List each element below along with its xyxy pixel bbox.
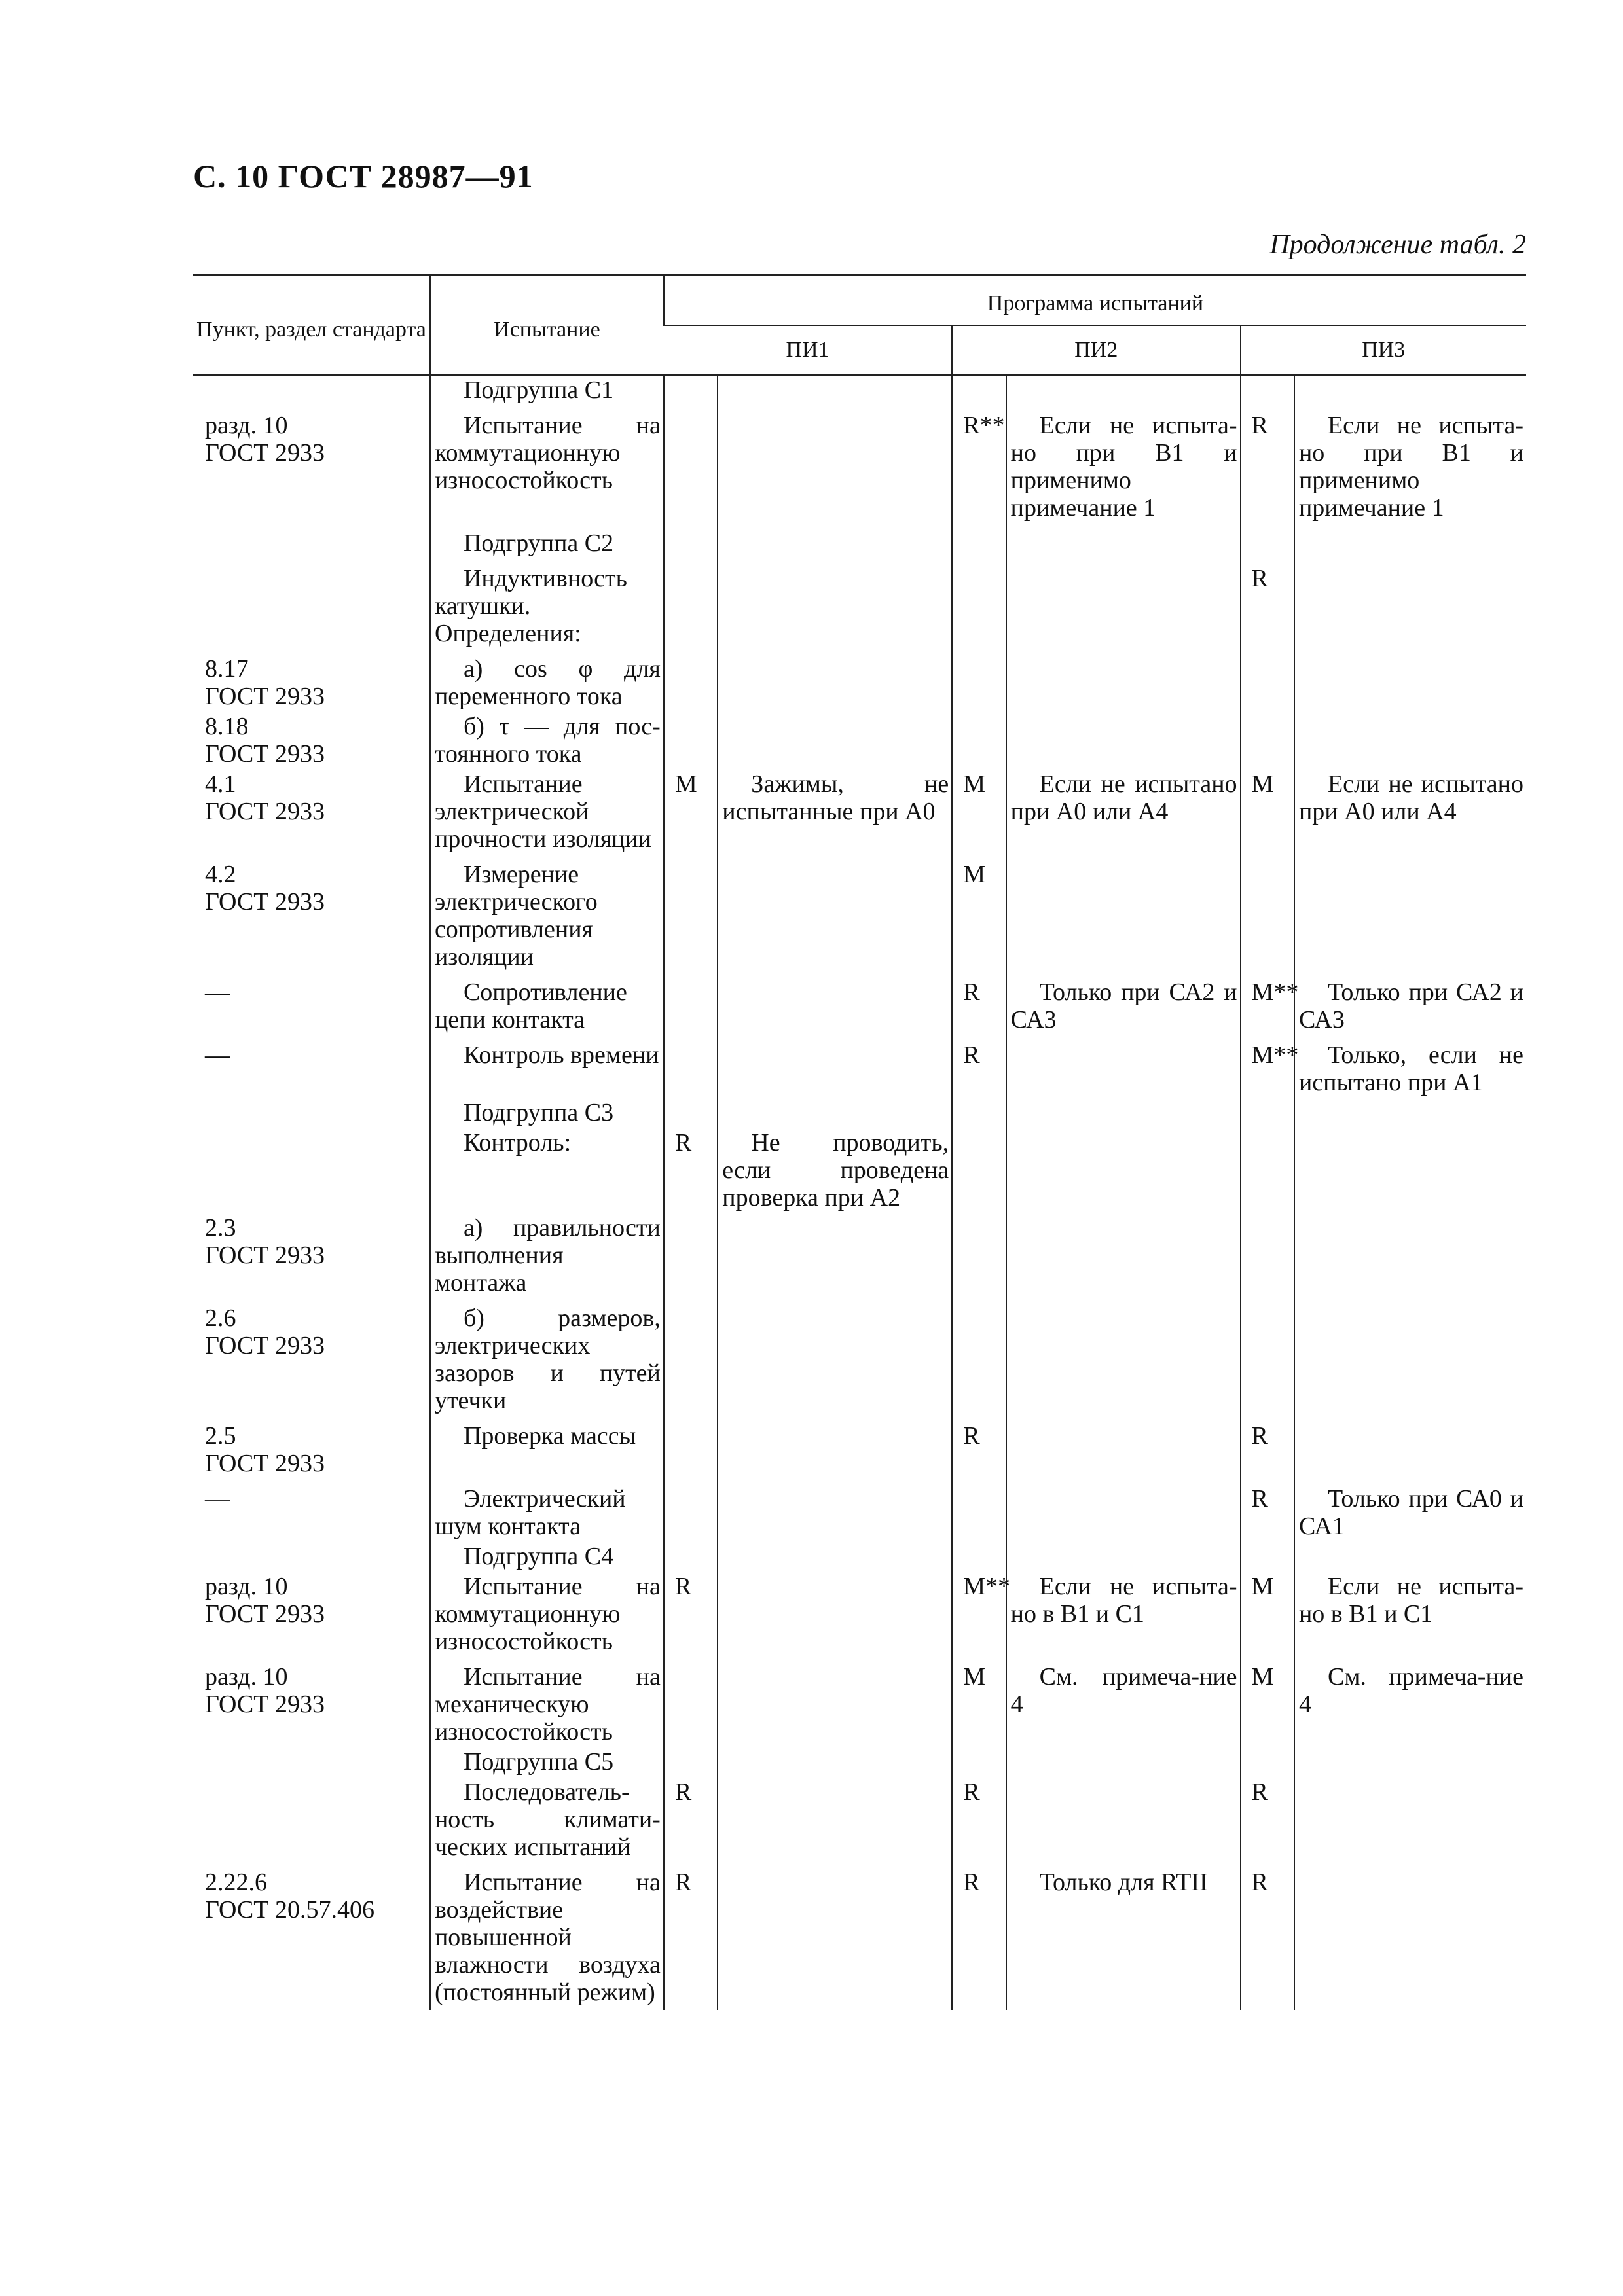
cell-test-name-text: Проверка массы [463,1422,636,1450]
cell-pi1-mark [664,647,718,710]
cell-pi2-note [1006,1414,1241,1477]
cell-pi1-mark [664,1126,718,1211]
cell-pi3-note [1294,404,1526,522]
cell-pi3-mark-text: R [1251,1778,1268,1806]
cell-pi3-note-text: Только, если не испытано при А1 [1298,1041,1523,1096]
table-row [193,1297,1526,1414]
cell-pi1-mark [664,404,718,522]
cell-test-name-text: б) τ — для пос-тоянного тока [434,713,661,768]
cell-pi1-note [718,557,952,647]
cell-test-name [430,853,664,971]
cell-pi1-note [718,1096,952,1126]
cell-pi1-mark [664,376,718,404]
cell-pi1-mark [664,1570,718,1655]
cell-pi1-mark [664,1414,718,1477]
table-row [193,1570,1526,1655]
cell-pi1-note [718,1297,952,1414]
cell-pi1-mark [664,1096,718,1126]
cell-pi3-note [1294,1297,1526,1414]
cell-pi3-mark [1241,1096,1294,1126]
cell-standard-clause-text: 2.22.6 ГОСТ 20.57.406 [205,1869,374,1924]
cell-pi2-mark [952,971,1006,1033]
cell-test-name-text: Измерение электрического сопротивления изоляции [434,861,598,971]
table-row [193,1211,1526,1297]
cell-pi1-note [718,1414,952,1477]
cell-standard-clause [193,1477,430,1540]
cell-pi3-mark [1241,1033,1299,1096]
cell-pi2-note [1006,971,1241,1033]
cell-standard-clause [193,1414,430,1477]
cell-pi1-mark [664,1776,718,1861]
cell-pi2-mark [952,1746,1006,1776]
table-row [193,557,1526,647]
cell-test-name-text: Подгруппа С1 [463,376,614,404]
cell-pi2-mark [952,404,1006,522]
cell-standard-clause [193,522,430,557]
cell-pi2-mark [952,1126,1006,1211]
cell-pi1-mark-text: R [674,1869,692,1896]
cell-pi1-mark [664,1746,718,1776]
cell-test-name [430,1570,664,1655]
cell-test-name [430,404,664,522]
cell-pi2-note [1006,1297,1241,1414]
cell-pi1-mark [664,710,718,768]
cell-pi2-mark-text: R [963,1422,980,1450]
cell-standard-clause [193,1861,430,2006]
cell-standard-clause [193,768,430,853]
cell-standard-clause [193,1570,430,1655]
cell-pi2-note [1006,1211,1241,1297]
cell-test-name-text: Подгруппа С3 [463,1099,614,1126]
cell-pi3-mark [1241,647,1294,710]
cell-standard-clause-text: разд. 10 ГОСТ 2933 [205,1573,325,1628]
cell-pi2-mark [952,710,1006,768]
cell-standard-clause [193,1033,430,1096]
cell-standard-clause [193,1655,430,1746]
table-row [193,404,1526,522]
cell-pi2-note-text: Только при СА2 и СА3 [1010,978,1237,1033]
cell-pi3-mark [1241,1776,1294,1861]
cell-pi3-mark [1241,1540,1294,1570]
cell-standard-clause-text: 4.2 ГОСТ 2933 [205,861,325,916]
page-title: С. 10 ГОСТ 28987—91 [193,158,534,194]
cell-pi3-mark-text: R [1251,565,1268,592]
cell-pi1-mark [664,768,718,853]
cell-pi3-note [1294,1033,1526,1096]
cell-test-name [430,1096,664,1126]
cell-pi1-note-text: Не проводить, если проведена проверка при А2 [722,1129,949,1211]
cell-pi3-note [1294,1776,1526,1861]
cell-pi1-mark [664,522,718,557]
cell-pi1-note [718,768,952,853]
cell-standard-clause [193,557,430,647]
cell-pi3-mark [1241,1414,1294,1477]
cell-pi1-note [718,1033,952,1096]
table-row [193,1861,1526,2006]
cell-pi3-note [1294,1211,1526,1297]
cell-test-name-text: Испытание на коммутационную износостойкость [434,412,661,494]
cell-pi3-mark-text: R [1251,412,1268,439]
cell-pi3-mark-text: М [1251,1573,1274,1600]
cell-standard-clause [193,853,430,971]
cell-test-name [430,1126,664,1211]
cell-pi2-note [1006,522,1241,557]
table-row [193,1655,1526,1746]
cell-test-name [430,1033,664,1096]
cell-pi2-mark-text: R [963,1041,980,1069]
cell-test-name-text: б) размеров, электрических зазоров и путей утечки [434,1304,661,1414]
cell-pi3-note [1294,1861,1526,2006]
cell-test-name-text: а) cos φ для переменного тока [434,655,661,710]
cell-pi2-mark [952,1211,1006,1297]
cell-pi3-mark [1241,1126,1294,1211]
cell-test-name [430,1861,664,2006]
table-body [193,376,1526,2011]
cell-pi1-mark-text: R [674,1129,692,1157]
cell-pi1-mark [664,1211,718,1297]
table-row [193,1540,1526,1570]
cell-test-name [430,1540,664,1570]
cell-pi2-note [1006,1746,1241,1776]
cell-test-name-text: Подгруппа С2 [463,529,614,557]
table-row [193,1776,1526,1861]
cell-pi3-mark [1241,1297,1294,1414]
cell-pi3-note-text: Если не испытано при А0 или А4 [1298,770,1523,825]
spacer-cell [952,2006,1006,2010]
cell-test-name [430,1655,664,1746]
cell-standard-clause-text: 8.18 ГОСТ 2933 [205,713,325,768]
cell-pi1-mark [664,853,718,971]
cell-pi2-note [1006,1861,1241,2006]
cell-standard-clause [193,1746,430,1776]
cell-pi2-mark [952,1776,1006,1861]
cell-standard-clause [193,647,430,710]
cell-pi1-mark [664,1297,718,1414]
cell-pi2-mark [952,1655,1006,1746]
cell-test-name [430,1776,664,1861]
cell-pi2-note [1006,710,1241,768]
cell-pi3-note [1294,376,1526,404]
cell-pi1-note [718,1126,952,1211]
cell-standard-clause [193,1211,430,1297]
cell-test-name [430,522,664,557]
cell-pi1-mark-text: М [674,770,697,798]
cell-pi2-mark-text: R [963,978,980,1006]
cell-test-name [430,710,664,768]
cell-pi1-note [718,647,952,710]
cell-test-name [430,557,664,647]
cell-test-name-text: Испытание электрической прочности изоляции [434,770,652,853]
cell-pi3-note-text: Только при СА2 и СА3 [1298,978,1523,1033]
cell-pi3-note-text: См. примеча-ние 4 [1298,1663,1523,1718]
cell-standard-clause-text: разд. 10 ГОСТ 2933 [205,412,325,467]
spacer-cell [664,2006,718,2010]
cell-pi1-mark-text: R [674,1573,692,1600]
cell-test-name-text: а) правильности выполнения монтажа [434,1214,661,1297]
cell-pi2-mark-text: М [963,770,985,798]
cell-pi2-mark-text: М** [963,1573,1010,1600]
spacer-cell [1241,2006,1294,2010]
cell-pi3-mark [1241,1211,1294,1297]
cell-pi1-note [718,1655,952,1746]
cell-pi2-note [1006,557,1241,647]
cell-pi2-mark [952,1861,1006,2006]
cell-pi2-note [1006,404,1241,522]
cell-pi2-mark [952,853,1006,971]
cell-test-name-text: Испытание на воздействие повышенной влажности воздуха (постоянный режим) [434,1869,661,2006]
cell-pi3-mark [1241,853,1294,971]
cell-standard-clause-text: — [205,1041,230,1069]
cell-test-name-text: Испытание на механическую износостойкость [434,1663,661,1746]
cell-pi2-note-text: Если не испыта-но в В1 и С1 [1010,1573,1237,1628]
cell-pi1-mark [664,1655,718,1746]
cell-pi1-mark [664,1033,718,1096]
cell-pi2-mark [952,522,1006,557]
spacer-cell [430,2006,664,2010]
cell-pi3-note [1294,1540,1526,1570]
cell-pi3-note [1294,1126,1526,1211]
cell-pi2-note [1006,1126,1241,1211]
spacer-cell [193,2006,430,2010]
cell-pi1-note [718,376,952,404]
table-row [193,376,1526,404]
cell-pi3-note [1294,557,1526,647]
table-row [193,971,1526,1033]
cell-pi3-mark-text: М [1251,770,1274,798]
cell-standard-clause [193,1776,430,1861]
table-row [193,768,1526,853]
cell-pi1-note [718,710,952,768]
cell-pi1-note [718,1477,952,1540]
cell-pi1-note [718,1746,952,1776]
cell-test-name-text: Контроль времени [463,1041,659,1069]
table-row [193,1477,1526,1540]
cell-test-name [430,1477,664,1540]
cell-test-name-text: Сопротивление цепи контакта [434,978,627,1033]
table-bottom-spacer [193,2006,1526,2010]
cell-pi3-mark [1241,768,1294,853]
cell-pi2-note [1006,768,1241,853]
test-program-table [193,274,1526,2010]
cell-pi3-mark-text: R [1251,1485,1268,1513]
header-test-program: Программа испытаний [664,275,1526,326]
cell-pi2-note [1006,1477,1241,1540]
cell-test-name-text: Индуктивность катушки. Определения: [434,565,627,647]
cell-standard-clause-text: 4.1 ГОСТ 2933 [205,770,325,825]
cell-pi2-note-text: См. примеча-ние 4 [1010,1663,1237,1718]
header-pi1: ПИ1 [664,325,952,376]
cell-pi3-mark [1241,1655,1294,1746]
cell-pi2-note [1006,1655,1241,1746]
cell-pi3-mark-text: М** [1251,978,1299,1006]
cell-pi2-mark-text: М [963,861,985,888]
cell-test-name-text: Подгруппа С4 [463,1543,614,1570]
cell-standard-clause-text: разд. 10 ГОСТ 2933 [205,1663,325,1718]
cell-pi2-mark [952,1540,1006,1570]
spacer-cell [1006,2006,1241,2010]
cell-pi1-mark [664,1861,718,2006]
cell-pi3-note [1294,647,1526,710]
cell-pi2-note [1006,1540,1241,1570]
cell-pi3-note [1294,1655,1526,1746]
cell-pi1-note [718,853,952,971]
cell-pi3-mark [1241,1861,1294,2006]
cell-pi3-note [1294,1746,1526,1776]
table-row [193,1096,1526,1126]
cell-pi3-mark [1241,971,1299,1033]
table-row [193,853,1526,971]
table-row [193,647,1526,710]
table-row [193,1126,1526,1211]
cell-pi3-mark [1241,1746,1294,1776]
cell-test-name [430,647,664,710]
table-continuation-label: Продолжение табл. 2 [1269,230,1526,260]
cell-test-name [430,376,664,404]
cell-pi2-note [1006,853,1241,971]
cell-pi2-mark [952,768,1006,853]
cell-pi1-mark [664,557,718,647]
cell-standard-clause [193,710,430,768]
cell-pi2-mark [952,647,1006,710]
cell-test-name [430,1746,664,1776]
cell-test-name-text: Контроль: [463,1129,572,1157]
cell-pi3-mark [1241,376,1294,404]
cell-standard-clause [193,1540,430,1570]
cell-pi1-mark [664,971,718,1033]
cell-test-name [430,1414,664,1477]
cell-pi1-note [718,971,952,1033]
cell-standard-clause-text: 2.6 ГОСТ 2933 [205,1304,325,1359]
cell-pi2-note [1006,1776,1241,1861]
cell-pi3-mark [1241,1570,1294,1655]
cell-pi3-note-text: Если не испыта-но при В1 и применимо примечание 1 [1298,412,1523,522]
cell-pi1-note [718,1540,952,1570]
cell-standard-clause-text: 2.3 ГОСТ 2933 [205,1214,325,1269]
cell-pi2-mark [952,1570,1010,1655]
cell-pi2-note [1006,1096,1241,1126]
cell-pi3-mark [1241,557,1294,647]
cell-pi3-note [1294,1477,1526,1540]
cell-test-name-text: Испытание на коммутационную износостойкость [434,1573,661,1655]
cell-pi1-note [718,522,952,557]
header-standard-clause: Пункт, раздел стандарта [193,275,430,376]
cell-pi1-note-text: Зажимы, не испытанные при А0 [722,770,949,825]
header-pi3: ПИ3 [1241,325,1526,376]
cell-standard-clause [193,971,430,1033]
cell-standard-clause-text: 8.17 ГОСТ 2933 [205,655,325,710]
cell-pi2-note [1006,376,1241,404]
cell-pi1-note [718,1776,952,1861]
cell-pi2-note [1006,647,1241,710]
cell-test-name [430,1211,664,1297]
cell-pi1-mark [664,1540,718,1570]
cell-pi3-mark [1241,404,1294,522]
cell-test-name-text: Электрический шум контакта [434,1485,626,1540]
cell-pi2-note [1006,1570,1241,1655]
cell-pi3-mark [1241,1477,1294,1540]
cell-pi3-note [1294,1096,1526,1126]
cell-pi2-note [1006,1033,1241,1096]
cell-standard-clause [193,404,430,522]
header-pi2: ПИ2 [952,325,1240,376]
cell-standard-clause [193,1096,430,1126]
cell-pi2-note-text: Только для RTII [1039,1869,1208,1896]
cell-pi2-mark [952,376,1006,404]
table-row [193,1746,1526,1776]
cell-pi2-mark-text: R [963,1778,980,1806]
cell-test-name-text: Подгруппа С5 [463,1748,614,1776]
cell-pi2-mark-text: М [963,1663,985,1691]
cell-pi1-note [718,1211,952,1297]
cell-pi3-mark [1241,710,1294,768]
cell-pi3-note [1294,853,1526,971]
cell-pi3-note-text: Если не испыта-но в В1 и С1 [1298,1573,1523,1628]
cell-pi3-note [1294,710,1526,768]
table-row [193,1414,1526,1477]
cell-pi2-mark [952,1297,1006,1414]
cell-pi2-mark [952,1414,1006,1477]
cell-pi3-note [1294,1570,1526,1655]
cell-pi3-mark-text: М** [1251,1041,1299,1069]
cell-standard-clause-text: 2.5 ГОСТ 2933 [205,1422,325,1477]
cell-test-name [430,1297,664,1414]
cell-pi2-mark [952,1033,1006,1096]
cell-pi2-mark-text: R [963,1869,980,1896]
cell-pi2-mark [952,1096,1006,1126]
cell-pi1-mark [664,1477,718,1540]
cell-standard-clause [193,1126,430,1211]
table-row [193,710,1526,768]
cell-pi2-mark [952,1477,1006,1540]
cell-pi3-mark [1241,522,1294,557]
cell-pi1-note [718,1570,952,1655]
cell-pi1-mark-text: R [674,1778,692,1806]
cell-pi2-note-text: Если не испытано при А0 или А4 [1010,770,1237,825]
cell-pi3-note [1294,1414,1526,1477]
cell-pi3-mark-text: R [1251,1422,1268,1450]
cell-pi3-note [1294,768,1526,853]
cell-standard-clause-text: — [205,978,230,1006]
cell-pi1-note [718,1861,952,2006]
cell-standard-clause-text: — [205,1485,230,1513]
cell-pi2-mark-text: R** [963,412,1005,439]
cell-pi3-note [1294,522,1526,557]
cell-pi3-note [1294,971,1526,1033]
cell-pi3-mark-text: R [1251,1869,1268,1896]
header-test: Испытание [430,275,664,376]
table-row [193,522,1526,557]
cell-pi3-mark-text: М [1251,1663,1274,1691]
cell-standard-clause [193,1297,430,1414]
spacer-cell [718,2006,952,2010]
cell-standard-clause [193,376,430,404]
cell-pi2-note-text: Если не испыта-но при В1 и применимо примечание 1 [1010,412,1237,522]
cell-pi2-mark [952,557,1006,647]
table-row [193,1033,1526,1096]
cell-pi3-note-text: Только при СА0 и СА1 [1298,1485,1523,1540]
spacer-cell [1294,2006,1526,2010]
cell-test-name [430,971,664,1033]
cell-pi1-note [718,404,952,522]
cell-test-name [430,768,664,853]
cell-test-name-text: Последователь-ность климати-ческих испытаний [434,1778,661,1861]
